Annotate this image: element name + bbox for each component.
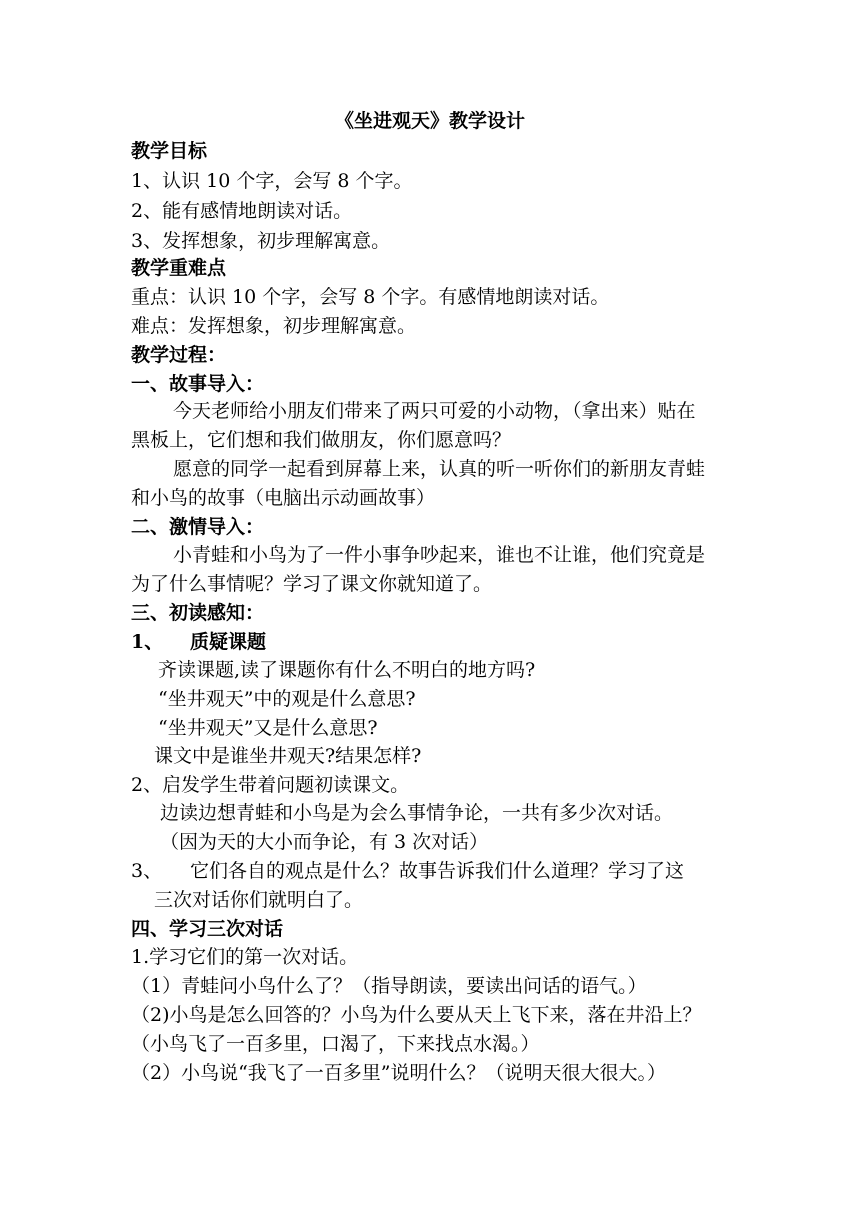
dialogue-1-answer-2: （小鸟飞了一百多里，口渴了，下来找点水渴。） (131, 1033, 540, 1055)
dialogue-1-point-1: （1）青蛙问小鸟什么了？（指导朗读，要读出问话的语气。） (131, 975, 647, 997)
item-2-detail: 边读边想青蛙和小鸟是为会么事情争论，一共有多少次对话。 (160, 802, 674, 824)
item-2-answer: （因为天的大小而争论，有 3 次对话） (160, 831, 489, 853)
section-3-heading: 三、初读感知： (131, 602, 265, 624)
question-2: “坐井观天”中的观是什么意思? (158, 688, 416, 710)
question-1: 齐读课题,读了课题你有什么不明白的地方吗? (158, 659, 536, 681)
dialogue-1-point-2: （2)小鸟是怎么回答的？小鸟为什么要从天上飞下来，落在井沿上？ (131, 1004, 702, 1026)
difficult-point-text: 难点：发挥想象，初步理解寓意。 (131, 315, 417, 337)
question-4: 课文中是谁坐井观天?结果怎样? (154, 745, 422, 767)
item-3-text-a: 它们各自的观点是什么？故事告诉我们什么道理？学习了这 (190, 860, 685, 882)
key-point-text: 重点：认识 10 个字，会写 8 个字。有感情地朗读对话。 (131, 286, 610, 308)
heading-teaching-goals: 教学目标 (131, 140, 208, 162)
section-4-heading: 四、学习三次对话 (131, 918, 284, 940)
section-1-paragraph-2a: 愿意的同学一起看到屏幕上来，认真的听一听你们的新朋友青蛙 (173, 458, 706, 480)
section-1-paragraph-2b: 和小鸟的故事（电脑出示动画故事） (131, 487, 436, 509)
section-1-paragraph-1a: 今天老师给小朋友们带来了两只可爱的小动物，（拿出来）贴在 (173, 400, 696, 422)
document-title: 《坐进观天》教学设计 (334, 110, 525, 132)
section-2-heading: 二、激情导入： (131, 516, 265, 538)
goal-item-2: 2、能有感情地朗读对话。 (131, 200, 353, 222)
item-3-number: 3、 (131, 860, 163, 882)
goal-item-1: 1、认识 10 个字，会写 8 个字。 (131, 170, 413, 192)
item-3-text-b: 三次对话你们就明白了。 (154, 889, 364, 911)
item-1-title: 质疑课题 (190, 631, 267, 653)
section-2-paragraph-a: 小青蛙和小鸟为了一件小事争吵起来，谁也不让谁，他们究竟是 (173, 544, 706, 566)
item-1-number: 1、 (131, 631, 164, 653)
dialogue-1-point-3: （2）小鸟说“我飞了一百多里”说明什么？（说明天很大很大。） (131, 1062, 667, 1084)
section-2-paragraph-b: 为了什么事情呢？学习了课文你就知道了。 (131, 573, 493, 595)
dialogue-1-heading: 1.学习它们的第一次对话。 (131, 946, 359, 968)
heading-key-points: 教学重难点 (131, 257, 227, 279)
section-1-paragraph-1b: 黑板上，它们想和我们做朋友，你们愿意吗？ (131, 429, 512, 451)
question-3: “坐井观天”又是什么意思? (158, 717, 378, 739)
section-1-heading: 一、故事导入： (131, 373, 265, 395)
heading-teaching-process: 教学过程： (131, 344, 227, 366)
item-2-text: 2、启发学生带着问题初读课文。 (131, 774, 410, 796)
goal-item-3: 3、发挥想象，初步理解寓意。 (131, 230, 391, 252)
